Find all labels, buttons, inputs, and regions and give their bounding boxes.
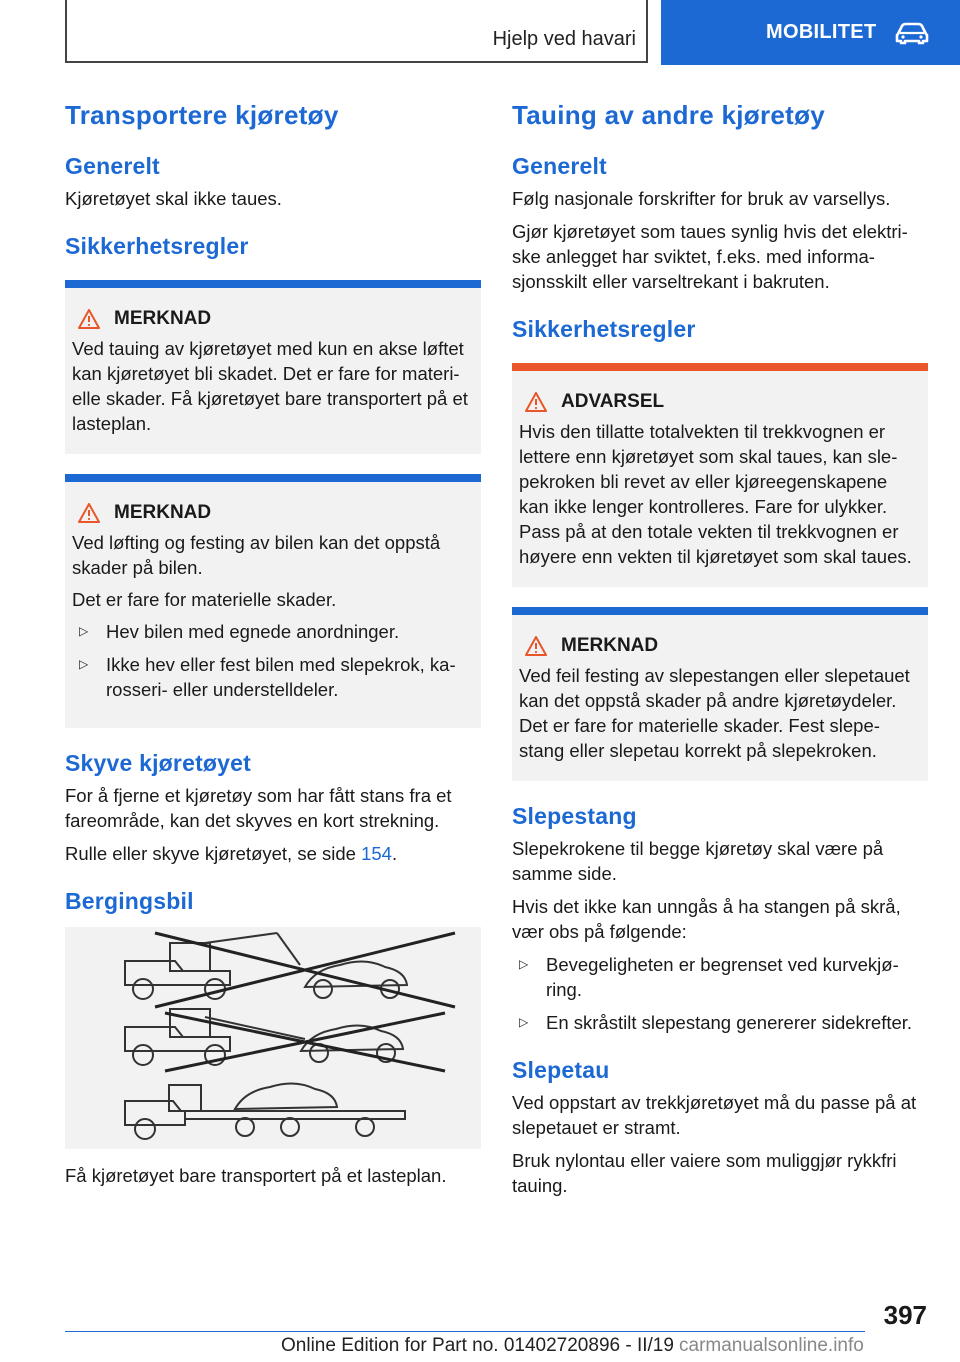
- warning-triangle-icon: [525, 392, 547, 412]
- warning-text: Hvis den tillatte totalvekten til trekkvognen er lettere enn kjøretøyet som skal taues, kan sle-pekroken bli revet av eller kjøreegenskapene kan ikke lenger kontrolleres. Fare for ulykker. Pass på at den totale vekten til trekkvognen er høyere enn vekten til kjøretøyet som skal taues.: [519, 421, 912, 567]
- tow-truck-illustration: [65, 927, 481, 1149]
- sikkerhet-heading: Sikkerhetsregler: [65, 233, 249, 259]
- note-label: MERKNAD: [114, 308, 212, 329]
- note-text: Det er fare for materielle skader.: [72, 589, 337, 610]
- page-number: 397: [883, 1300, 927, 1330]
- slepestang-text: Slepekrokene til begge kjøretøy skal være på samme side.: [512, 838, 884, 884]
- berging-heading: Bergingsbil: [65, 888, 194, 914]
- generelt-text: Følg nasjonale forskrifter for bruk av varsellys.: [512, 188, 891, 209]
- slepetau-text: Bruk nylontau eller vaiere som muliggjør rykkfri tauing.: [512, 1150, 897, 1196]
- bullet-triangle-icon: ▷: [519, 957, 529, 971]
- list-item: ▷ En skråstilt slepestang genererer sidekrefter.: [519, 1012, 913, 1033]
- generelt-text: Gjør kjøretøyet som taues synlig hvis det elektri-ske anlegget har sviktet, f.eks. med informa-sjonsskilt eller varseltrekant i bakruten.: [512, 221, 908, 292]
- warning-triangle-icon: [78, 309, 100, 329]
- note-label: MERKNAD: [561, 635, 659, 656]
- warning-triangle-icon: [525, 636, 547, 656]
- tow-truck-drawing: [65, 927, 481, 1149]
- bullet-triangle-icon: ▷: [519, 1015, 529, 1029]
- skyve-text: For å fjerne et kjøretøy som har fått stans fra et fareområde, kan det skyves en kort strekning.: [65, 785, 452, 831]
- warning-box: [512, 363, 928, 587]
- note-box: [65, 474, 481, 728]
- skyve-heading: Skyve kjøretøyet: [65, 750, 252, 776]
- list-item: ▷ Hev bilen med egnede anordninger.: [79, 621, 400, 642]
- slepestang-text: Hvis det ikke kan unngås å ha stangen på skrå, vær obs på følgende:: [512, 896, 901, 942]
- bullet-triangle-icon: ▷: [79, 657, 89, 671]
- note-title: [519, 635, 922, 657]
- bullet-triangle-icon: ▷: [79, 624, 89, 638]
- warning-title: [519, 391, 922, 413]
- note-title: [72, 502, 475, 524]
- list-item: ▷ Bevegeligheten er begrenset ved kurvekjø-ring.: [519, 954, 899, 1000]
- generelt-text: Kjøretøyet skal ikke taues.: [65, 188, 282, 209]
- generelt-heading: Generelt: [65, 153, 160, 179]
- note-text: Ved feil festing av slepestangen eller slepetauet kan det oppstå skader på andre kjøretøydeler. Det er fare for materielle skader. Fest slepe-stang eller slepetau korrekt på slepekroken.: [519, 665, 910, 761]
- chapter-tab[interactable]: [661, 0, 960, 65]
- slepetau-text: Ved oppstart av trekkjøretøyet må du passe på at slepetauet er stramt.: [512, 1092, 917, 1138]
- page-link[interactable]: 154: [361, 843, 392, 864]
- note-title: [72, 308, 475, 330]
- left-column: [65, 100, 481, 1196]
- slepestang-heading: Slepestang: [512, 803, 637, 829]
- note-text: Ved tauing av kjøretøyet med kun en akse løftet kan kjøretøyet bli skadet. Det er fare for materi-elle skader. Få kjøretøyet bare transportert på et lasteplan.: [72, 338, 468, 434]
- watermark-text: carmanualsonline.info: [679, 1335, 864, 1356]
- warning-triangle-icon: [78, 503, 100, 523]
- chapter-label: MOBILITET: [766, 21, 877, 43]
- footer-divider: [65, 1331, 865, 1332]
- warning-label: ADVARSEL: [561, 391, 665, 412]
- left-title: Transportere kjøretøy: [65, 100, 339, 130]
- slepestang-list: [512, 952, 928, 1035]
- sikkerhet-heading: Sikkerhetsregler: [512, 316, 696, 342]
- skyve-reference: Rulle eller skyve kjøretøyet, se side 154.: [65, 843, 398, 864]
- generelt-heading: Generelt: [512, 153, 607, 179]
- note-box: [512, 607, 928, 781]
- note-label: MERKNAD: [114, 502, 212, 523]
- list-item: ▷ Ikke hev eller fest bilen med slepekrok, ka-rosseri- eller understelldeler.: [79, 654, 456, 700]
- section-title: Hjelp ved havari: [492, 28, 636, 50]
- slepetau-heading: Slepetau: [512, 1057, 610, 1083]
- right-column: [512, 100, 928, 1206]
- figure-caption: Få kjøretøyet bare transportert på et lasteplan.: [65, 1165, 447, 1186]
- note-list: [72, 619, 475, 702]
- edition-text: Online Edition for Part no. 01402720896 - II/19: [281, 1335, 674, 1356]
- note-text: Ved løfting og festing av bilen kan det oppstå skader på bilen.: [72, 532, 441, 578]
- car-icon: [894, 21, 930, 45]
- right-title: Tauing av andre kjøretøy: [512, 100, 826, 130]
- note-box: [65, 280, 481, 454]
